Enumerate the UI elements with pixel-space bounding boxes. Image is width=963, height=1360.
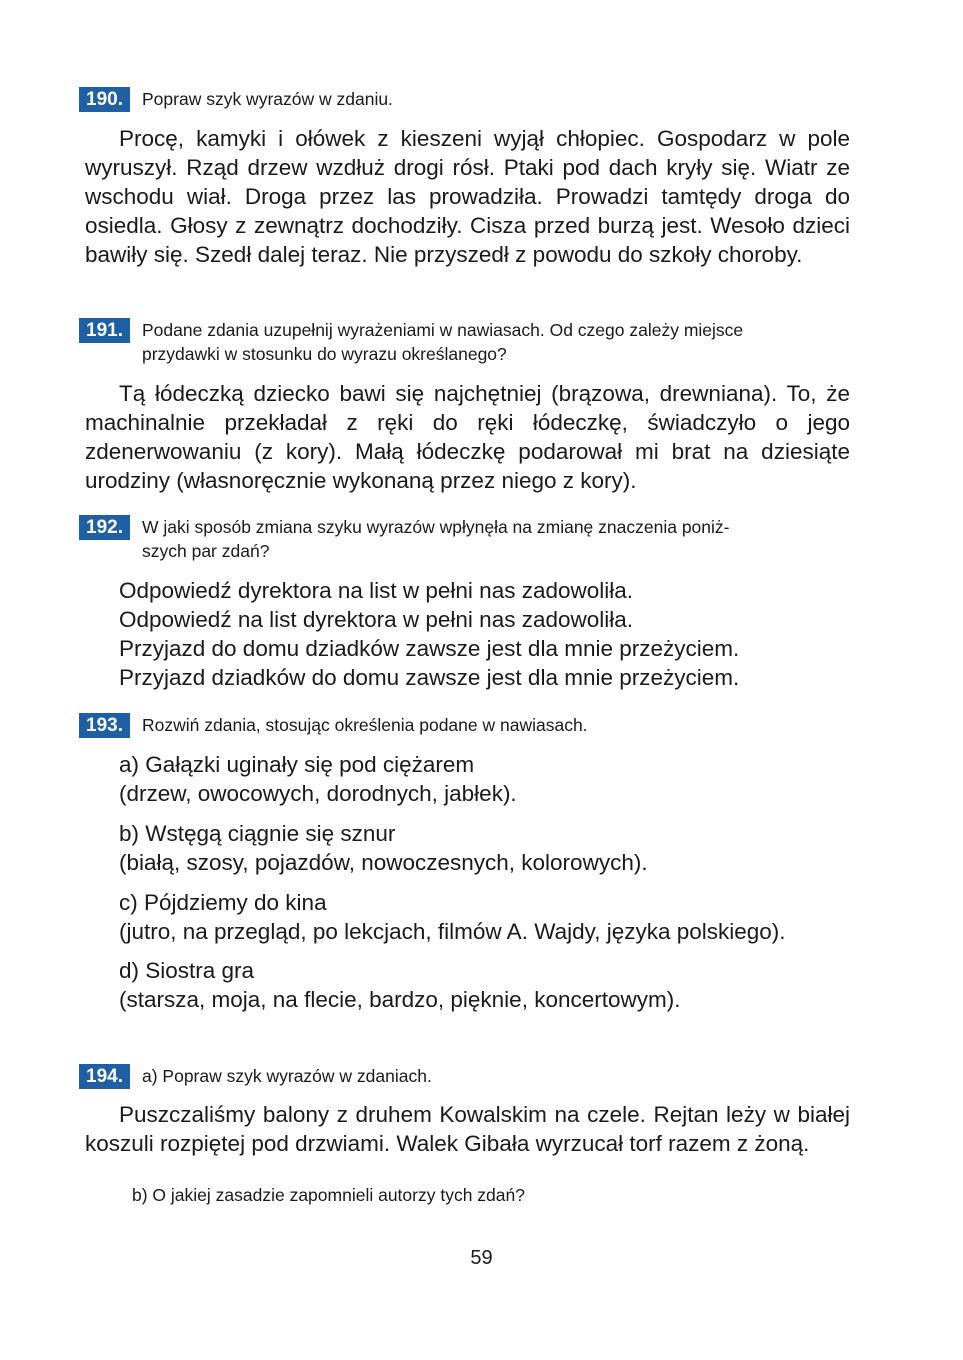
exercise-instruction: a) Popraw szyk wyrazów w zdaniach. bbox=[142, 1066, 432, 1086]
exercise-instruction bbox=[142, 515, 862, 563]
sentence-line: Odpowiedź na list dyrektora w pełni nas zadowoliła. bbox=[119, 607, 634, 632]
item-sentence: a) Gałązki uginały się pod ciężarem bbox=[119, 752, 475, 777]
exercise-194-sub-instruction: b) O jakiej zasadzie zapomnieli autorzy tych zdań? bbox=[132, 1185, 525, 1205]
exercise-number-badge: 191. bbox=[79, 318, 130, 343]
item-hint: (drzew, owocowych, dorodnych, jabłek). bbox=[119, 781, 517, 806]
item-sentence: d) Siostra gra bbox=[119, 958, 255, 983]
exercise-194-text: Puszczaliśmy balony z druhem Kowalskim na czele. Rejtan leży w białej koszuli rozpiętej pod drzwiami. Walek Gibała wyrzucał torf razem z żoną. bbox=[85, 1102, 850, 1156]
instruction-line: W jaki sposób zmiana szyku wyrazów wpłynęła na zmianę znaczenia poniż- bbox=[142, 517, 730, 537]
exercise-193-item-a bbox=[119, 750, 879, 808]
sentence-line: Odpowiedź dyrektora na list w pełni nas zadowoliła. bbox=[119, 578, 634, 603]
exercise-192-sentences bbox=[119, 576, 879, 692]
exercise-instruction bbox=[142, 318, 862, 366]
exercise-number-badge: 194. bbox=[79, 1064, 130, 1089]
exercise-193-item-d bbox=[119, 956, 879, 1014]
exercise-number-badge: 193. bbox=[79, 713, 130, 738]
exercise-instruction: Rozwiń zdania, stosując określenia podane w nawiasach. bbox=[142, 715, 588, 735]
exercise-193-item-c bbox=[119, 888, 879, 946]
item-hint: (starsza, moja, na flecie, bardzo, pięknie, koncertowym). bbox=[119, 987, 681, 1012]
instruction-line: przydawki w stosunku do wyrazu określanego? bbox=[142, 344, 507, 364]
exercise-190-text: Procę, kamyki i ołówek z kieszeni wyjął chłopiec. Gospodarz w pole wyruszył. Rząd drzew wzdłuż drogi rósł. Ptaki pod dach kryły się. Wiatr ze wschodu wiał. Droga przez las prowadziła. Prowadzi tamtędy droga do osiedla. Głosy z zewnątrz dochodziły. Cisza przed burzą jest. Wesoło dzieci bawiły się. Szedł dalej teraz. Nie przyszedł z powodu do szkoły choroby. bbox=[85, 126, 850, 267]
exercise-191-text: Tą łódeczką dziecko bawi się najchętniej (brązowa, drewniana). To, że machinalnie przekładał z ręki do ręki łódeczkę, świadczyło o jego zdenerwowaniu (z kory). Małą łódeczkę podarował mi brat na dziesiąte urodziny (własnoręcznie wykonaną przez niego z kory). bbox=[85, 381, 850, 493]
item-sentence: b) Wstęgą ciągnie się sznur bbox=[119, 821, 396, 846]
exercise-number-badge: 190. bbox=[79, 87, 130, 112]
instruction-line: Podane zdania uzupełnij wyrażeniami w nawiasach. Od czego zależy miejsce bbox=[142, 320, 744, 340]
sentence-line: Przyjazd do domu dziadków zawsze jest dla mnie przeżyciem. bbox=[119, 636, 740, 661]
page-number: 59 bbox=[470, 1247, 493, 1269]
item-hint: (jutro, na przegląd, po lekcjach, filmów A. Wajdy, języka polskiego). bbox=[119, 919, 786, 944]
instruction-line: szych par zdań? bbox=[142, 541, 270, 561]
exercise-193-item-b bbox=[119, 819, 879, 877]
item-sentence: c) Pójdziemy do kina bbox=[119, 890, 327, 915]
sentence-line: Przyjazd dziadków do domu zawsze jest dla mnie przeżyciem. bbox=[119, 665, 740, 690]
exercise-instruction: Popraw szyk wyrazów w zdaniu. bbox=[142, 89, 393, 109]
item-hint: (białą, szosy, pojazdów, nowoczesnych, kolorowych). bbox=[119, 850, 648, 875]
exercise-number-badge: 192. bbox=[79, 515, 130, 540]
